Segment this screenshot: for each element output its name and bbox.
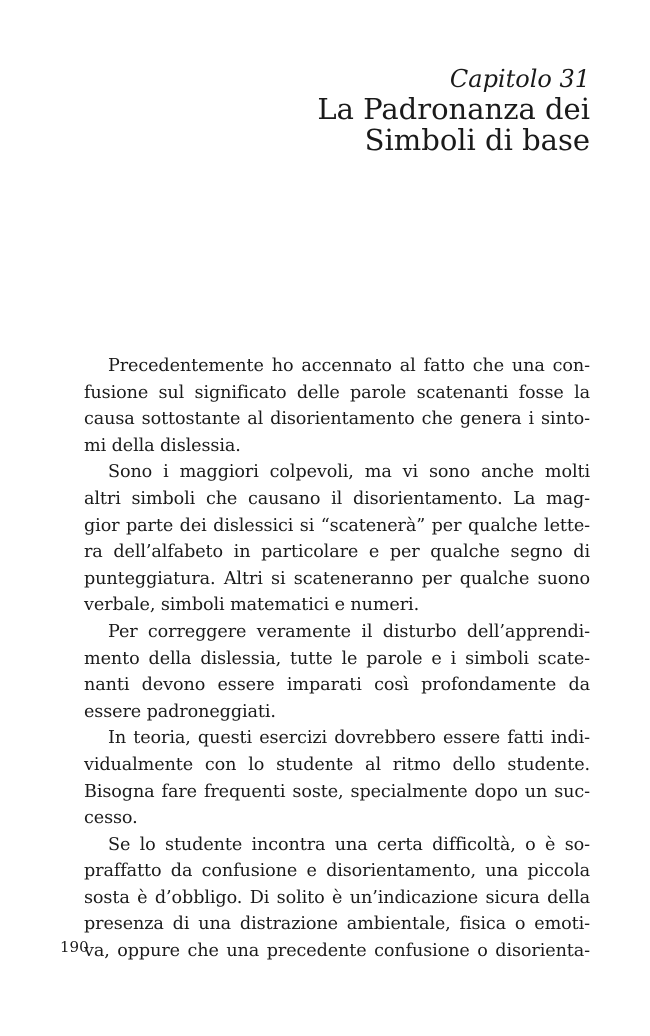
paragraph (60, 725, 590, 831)
text-line: punteggiatura. Altri si scateneranno per qualche suono (84, 568, 590, 589)
chapter-label: Capitolo 31 (449, 65, 590, 93)
paragraph (60, 832, 590, 965)
text-line: altri simboli che causano il disorientamento. La mag- (84, 488, 590, 509)
text-line: Per correggere veramente il disturbo dell’apprendi- (108, 621, 590, 642)
text-line: causa sottostante al disorientamento che genera i sinto- (84, 409, 590, 430)
text-line: nanti devono essere imparati così profondamente da (84, 675, 590, 696)
chapter-title-line: La Padronanza dei (317, 92, 590, 126)
paragraph (60, 353, 590, 459)
text-line: gior parte dei dislessici si “scatenerà” per qualche lette- (84, 515, 590, 536)
text-line: fusione sul significato delle parole scatenanti fosse la (84, 382, 590, 403)
text-line: Sono i maggiori colpevoli, ma vi sono anche molti (108, 462, 590, 483)
text-line: Se lo studente incontra una certa difficoltà, o è so- (108, 834, 590, 855)
text-line: cesso. (84, 808, 138, 829)
paragraph (60, 459, 590, 619)
text-line: vidualmente con lo studente al ritmo dello studente. (84, 754, 590, 775)
text-line: essere padroneggiati. (84, 701, 276, 722)
text-line: mi della dislessia. (84, 435, 241, 456)
text-line: sosta è d’obbligo. Di solito è un’indicazione sicura della (84, 887, 590, 908)
page-number: 190 (60, 938, 89, 956)
text-line: Bisogna fare frequenti soste, specialmente dopo un suc- (84, 781, 590, 802)
text-line: In teoria, questi esercizi dovrebbero essere fatti indi- (108, 728, 590, 749)
text-line: va, oppure che una precedente confusione o disorienta- (84, 941, 590, 962)
text-line: praffatto da confusione e disorientamento, una piccola (84, 861, 590, 882)
text-line: Precedentemente ho accennato al fatto che una con- (108, 356, 590, 376)
paragraph (60, 619, 590, 725)
text-line: mento della dislessia, tutte le parole e i simboli scate- (84, 648, 590, 669)
text-line: presenza di una distrazione ambientale, fisica o emoti- (84, 914, 590, 935)
text-line: verbale, simboli matematici e numeri. (84, 595, 420, 616)
chapter-heading (317, 64, 590, 156)
chapter-title-line: Simboli di base (364, 123, 590, 157)
text-line: ra dell’alfabeto in particolare e per qualche segno di (84, 542, 590, 563)
chapter-title (317, 94, 590, 156)
body-text (60, 353, 590, 965)
